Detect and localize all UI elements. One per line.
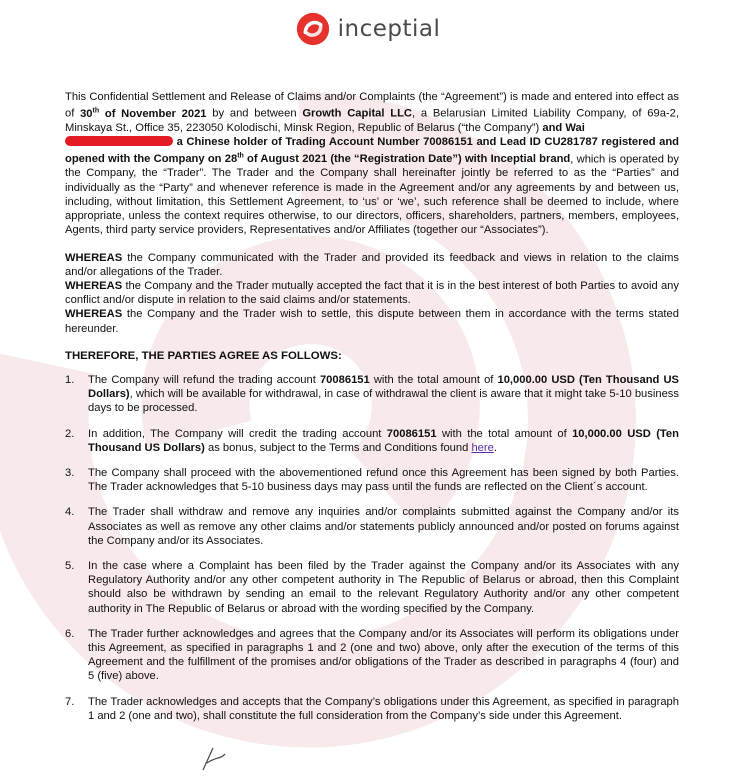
whereas-1: WHEREAS the Company communicated with the Trader and provided its feedback and views in relation to the claims and/or allegations of the Trader.	[65, 251, 679, 278]
agreement-body	[0, 54, 736, 723]
redacted-name	[65, 136, 173, 146]
list-item: 5. In the case where a Complaint has been filed by the Trader against the Company and/or its Associates with any Regulatory Authority and/or any other competent authority in The Republic of Belarus or abroad, then this Complaint should also be withdrawn by sending an email to the relevant Regulatory Authority and/or any other competent authority in The Republic of Belarus or abroad with the wording specified by the Company.	[65, 559, 679, 615]
terms-link[interactable]: here	[471, 441, 494, 454]
document-header	[0, 0, 736, 54]
inceptial-logo-icon	[296, 12, 330, 46]
list-item: 2. In addition, The Company will credit the trading account 70086151 with the total amount of 10,000.00 USD (Ten Thousand US Dollars) as bonus, subject to the Terms and Conditions found here.	[65, 427, 679, 454]
intro-paragraph: This Confidential Settlement and Release of Claims and/or Complaints (the “Agreement”) is made and entered into effect as of 30th of November 2021 by and between Growth Capital LLC, a Belarusian Limited Liability Company, of 69a-2, Minskaya St., Office 35, 223050 Kolodischi, Minsk Region, Republic of Belarus (“the Company”) and Wai a Chinese holder of Trading Account Number 70086151 and Lead ID CU281787 registered and opened with the Company on 28th of August 2021 (the “Registration Date”) with Inceptial brand, which is operated by the Company, the “Trader”. The Trader and the Company shall hereinafter jointly be referred to as the “Parties” and individually as the “Party” and whenever reference is made in the Agreement and/or any agreements by and between us, including, without limitation, this Settlement Agreement, to ‘us’ or ‘we’, such reference shall be deemed to include, where appropriate, unless the context requires otherwise, to our directors, officers, shareholders, partners, members, employees, Agents, third party service providers, Representatives and/or Affiliates (together our “Associates”).	[65, 91, 679, 237]
list-item: 7. The Trader acknowledges and accepts that the Company’s obligations under this Agreement, as specified in paragraph 1 and 2 (one and two), shall constitute the full consideration from the Company’s side under this Agreement.	[65, 695, 679, 722]
whereas-2: WHEREAS the Company and the Trader mutually accepted the fact that it is in the best interest of both Parties to avoid any conflict and/or dispute in relation to the said claims and/or statements.	[65, 279, 679, 307]
list-item: 3. The Company shall proceed with the abovementioned refund once this Agreement has been signed by both Parties. The Trader acknowledges that 5-10 business days may pass until the funds are reflected on the Client´s account.	[65, 466, 679, 494]
list-item: 4. The Trader shall withdraw and remove any inquiries and/or complaints submitted against the Company and/or its Associates as well as remove any other claims and/or statements publicly announced and/or posted on forums against the Company and/or its Associates.	[65, 506, 679, 547]
list-item: 6. The Trader further acknowledges and agrees that the Company and/or its Associates will perform its obligations under this Agreement, as specified in paragraphs 1 and 2 (one and two) above, only after the execution of the terms of this Agreement and the fulfillment of the promises and/or obligations of the Trader as described in paragraphs 4 (four) and 5 (five) above.	[65, 627, 679, 683]
section-heading: THEREFORE, THE PARTIES AGREE AS FOLLOWS:	[65, 349, 342, 362]
signature-mark	[195, 745, 235, 771]
company-name: Growth Capital LLC	[302, 107, 412, 120]
brand-name: inceptial	[337, 16, 441, 42]
whereas-3: WHEREAS the Company and the Trader wish to settle, this dispute between them in accordance with the terms stated hereunder.	[65, 308, 679, 335]
list-item: 1. The Company will refund the trading account 70086151 with the total amount of 10,000.00 USD (Ten Thousand US Dollars), which will be available for withdrawal, in case of withdrawal the client is aware that it might take 5-10 business days to be processed.	[65, 373, 679, 415]
terms-list	[65, 373, 679, 723]
